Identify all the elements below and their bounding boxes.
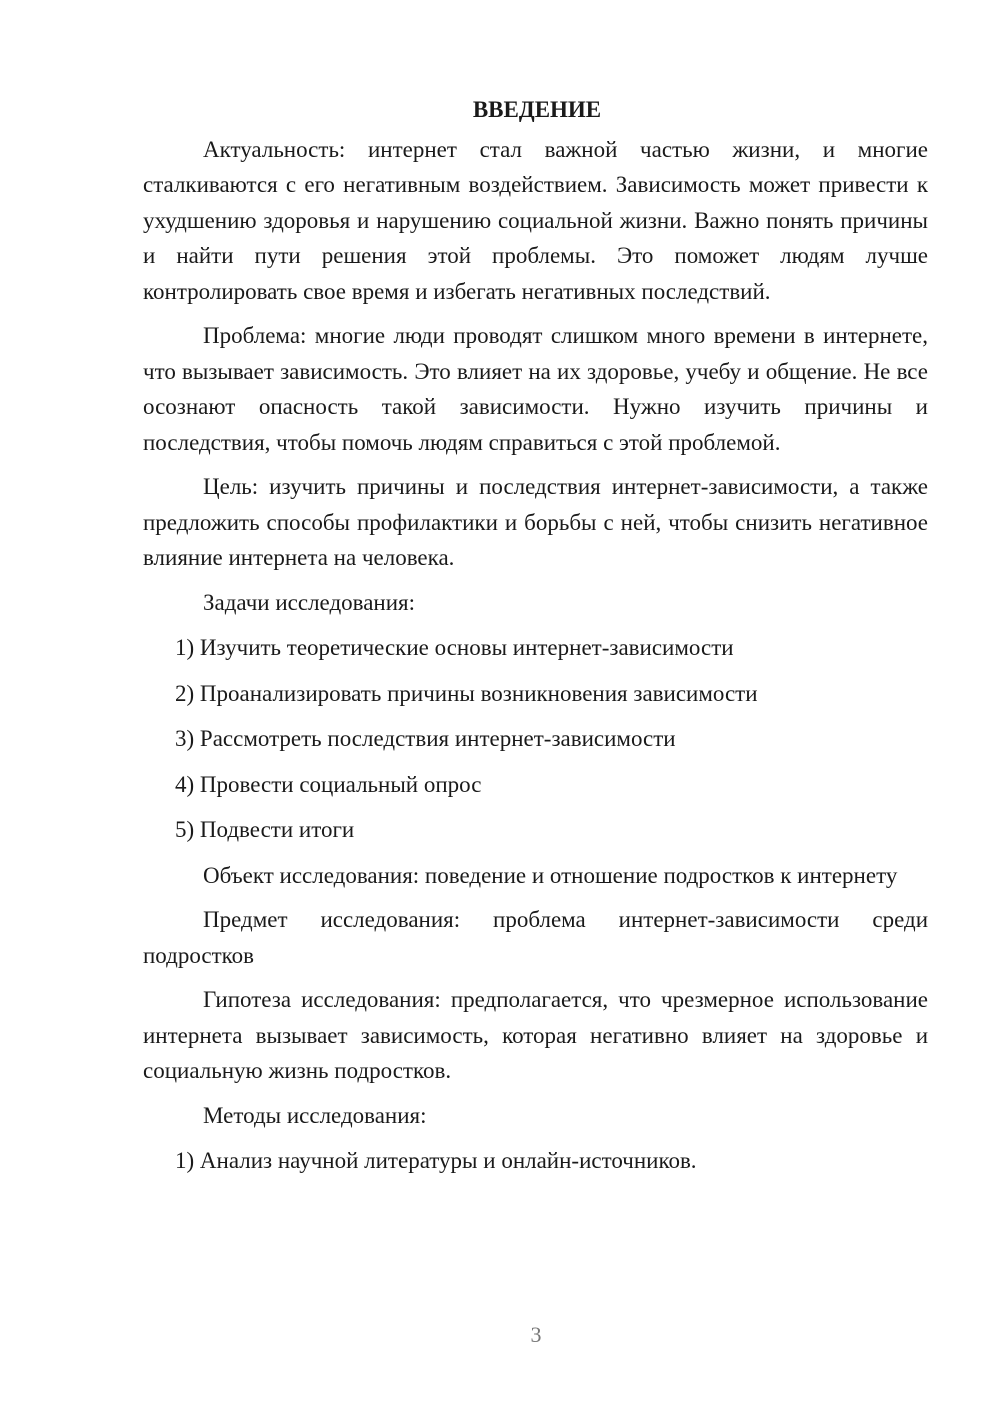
subject-paragraph: Предмет исследования: проблема интернет-зависимости среди подростков	[143, 907, 928, 968]
task-item: 4) Провести социальный опрос	[175, 771, 482, 797]
object-paragraph: Объект исследования: поведение и отношение подростков к интернету	[203, 862, 898, 888]
methods-label: Методы исследования:	[203, 1102, 427, 1128]
task-item: 1) Изучить теоретические основы интернет-зависимости	[175, 635, 734, 660]
page-number: 3	[530, 1322, 542, 1347]
methods-list	[143, 1143, 928, 1179]
task-item: 2) Проанализировать причины возникновения зависимости	[175, 680, 758, 706]
method-item: 1) Анализ научной литературы и онлайн-источников.	[175, 1148, 697, 1173]
relevance-paragraph: Актуальность: интернет стал важной частью жизни, и многие сталкиваются с его негативным воздействием. Зависимость может привести к ухудшению здоровья и нарушению социальной жизни. Важно понять причины и найти пути решения этой проблемы. Это поможет людям лучше контролировать свое время и избегать негативных последствий.	[143, 136, 928, 304]
hypothesis-paragraph: Гипотеза исследования: предполагается, что чрезмерное использование интернета вызывает зависимость, которая негативно влияет на здоровье и социальную жизнь подростков.	[143, 987, 928, 1083]
tasks-label: Задачи исследования:	[203, 589, 416, 615]
problem-paragraph: Проблема: многие люди проводят слишком много времени в интернете, что вызывает зависимость. Это влияет на их здоровье, учебу и общение. Не все осознают опасность такой зависимости. Нужно изучить причины и последствия, чтобы помочь людям справиться с этой проблемой.	[143, 323, 928, 455]
page-content	[143, 92, 928, 1189]
task-item: 5) Подвести итоги	[175, 817, 355, 842]
task-item: 3) Рассмотреть последствия интернет-зависимости	[175, 726, 676, 751]
goal-paragraph: Цель: изучить причины и последствия интернет-зависимости, а также предложить способы профилактики и борьбы с ней, чтобы снизить негативное влияние интернета на человека.	[143, 474, 928, 570]
tasks-list	[143, 630, 928, 848]
section-title: ВВЕДЕНИЕ	[472, 97, 602, 122]
